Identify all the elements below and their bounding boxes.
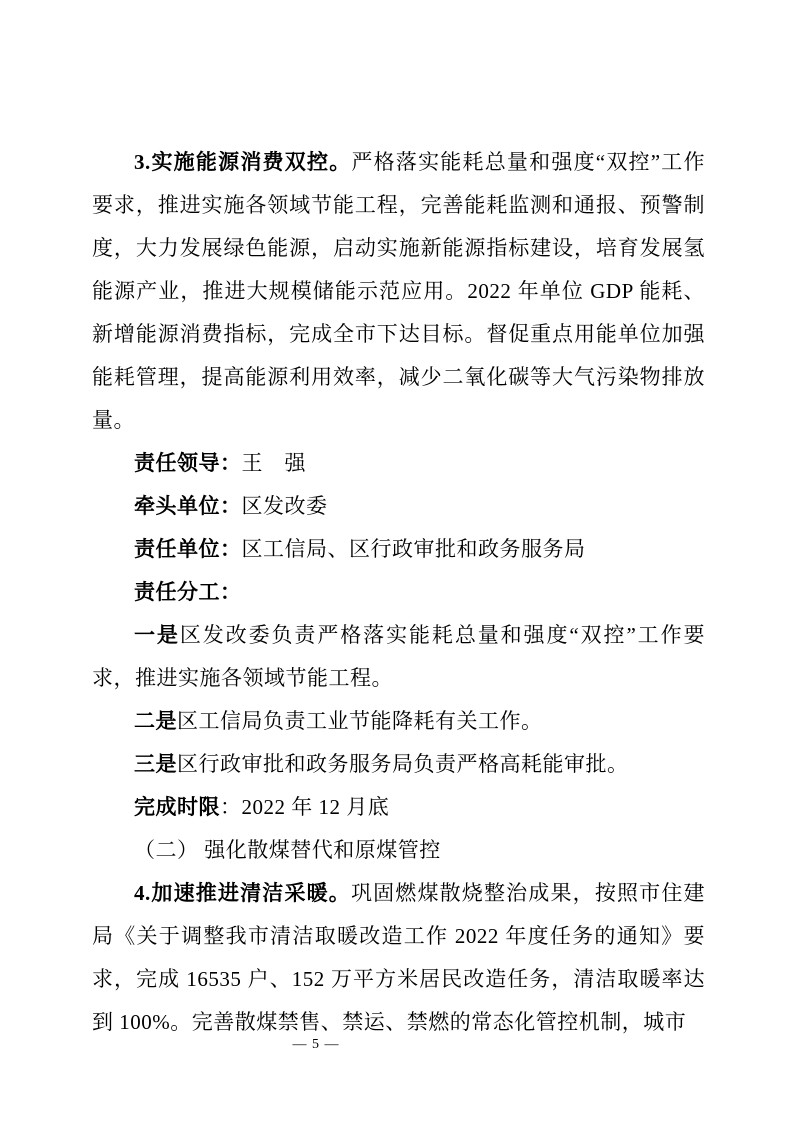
field-responsible-unit bbox=[92, 528, 705, 571]
paragraph-clean-heating-heading: 4.加速推进清洁采暖。 bbox=[134, 881, 351, 905]
field-responsible-leader-value: 王 强 bbox=[241, 451, 306, 475]
field-responsible-leader bbox=[92, 442, 705, 485]
duty-item-1-label: 一是 bbox=[134, 623, 180, 647]
paragraph-clean-heating bbox=[92, 872, 705, 1044]
paragraph-clean-heating-text: 巩固燃煤散烧整治成果，按照市住建局《关于调整我市清洁取暖改造工作 2022 年度任务的通知》要求，完成 16535 户、152 万平方米居民改造任务，清洁取暖率达到 100%。完善散煤禁售、禁运、禁燃的常态化管控机制，城市 bbox=[92, 881, 706, 1034]
duty-item-1-text: 区发改委负责严格落实能耗总量和强度“双控”工作要求，推进实施各领域节能工程。 bbox=[92, 623, 706, 690]
deadline-value: ：2022 年 12 月底 bbox=[220, 795, 390, 819]
duty-item-2-label: 二是 bbox=[134, 709, 177, 733]
field-responsible-leader-label: 责任领导： bbox=[134, 451, 242, 475]
section-heading-coal-control-text: （二） 强化散煤替代和原煤管控 bbox=[134, 838, 441, 862]
field-lead-unit-value: 区发改委 bbox=[241, 494, 328, 518]
duty-item-3 bbox=[92, 743, 705, 786]
duty-item-3-text: 区行政审批和政务服务局负责严格高耗能审批。 bbox=[177, 752, 629, 776]
field-lead-unit bbox=[92, 485, 705, 528]
deadline-label: 完成时限 bbox=[134, 795, 220, 819]
field-responsible-unit-label: 责任单位： bbox=[134, 537, 242, 561]
section-heading-coal-control bbox=[92, 829, 705, 872]
page-number: — 5 — bbox=[292, 1037, 340, 1052]
duty-item-2 bbox=[92, 700, 705, 743]
field-duty-division-label: 责任分工： bbox=[134, 580, 242, 604]
field-duty-division bbox=[92, 571, 705, 614]
duty-item-3-label: 三是 bbox=[134, 752, 177, 776]
paragraph-energy-dual-control-text: 严格落实能耗总量和强度“双控”工作要求，推进实施各领域节能工程，完善能耗监测和通报、预警制度，大力发展绿色能源，启动实施新能源指标建设，培育发展氢能源产业，推进大规模储能示范应用。2022 年单位 GDP 能耗、新增能源消费指标，完成全市下达目标。督促重点用能单位加强能耗管理，提高能源利用效率，减少二氧化碳等大气污染物排放量。 bbox=[92, 150, 706, 432]
field-lead-unit-label: 牵头单位： bbox=[134, 494, 242, 518]
field-responsible-unit-value: 区工信局、区行政审批和政务服务局 bbox=[241, 537, 586, 561]
paragraph-energy-dual-control-heading: 3.实施能源消费双控。 bbox=[134, 150, 352, 174]
paragraph-energy-dual-control bbox=[92, 141, 705, 442]
duty-item-2-text: 区工信局负责工业节能降耗有关工作。 bbox=[177, 709, 543, 733]
deadline-line bbox=[92, 786, 705, 829]
document-body bbox=[92, 141, 705, 1044]
duty-item-1 bbox=[92, 614, 705, 700]
